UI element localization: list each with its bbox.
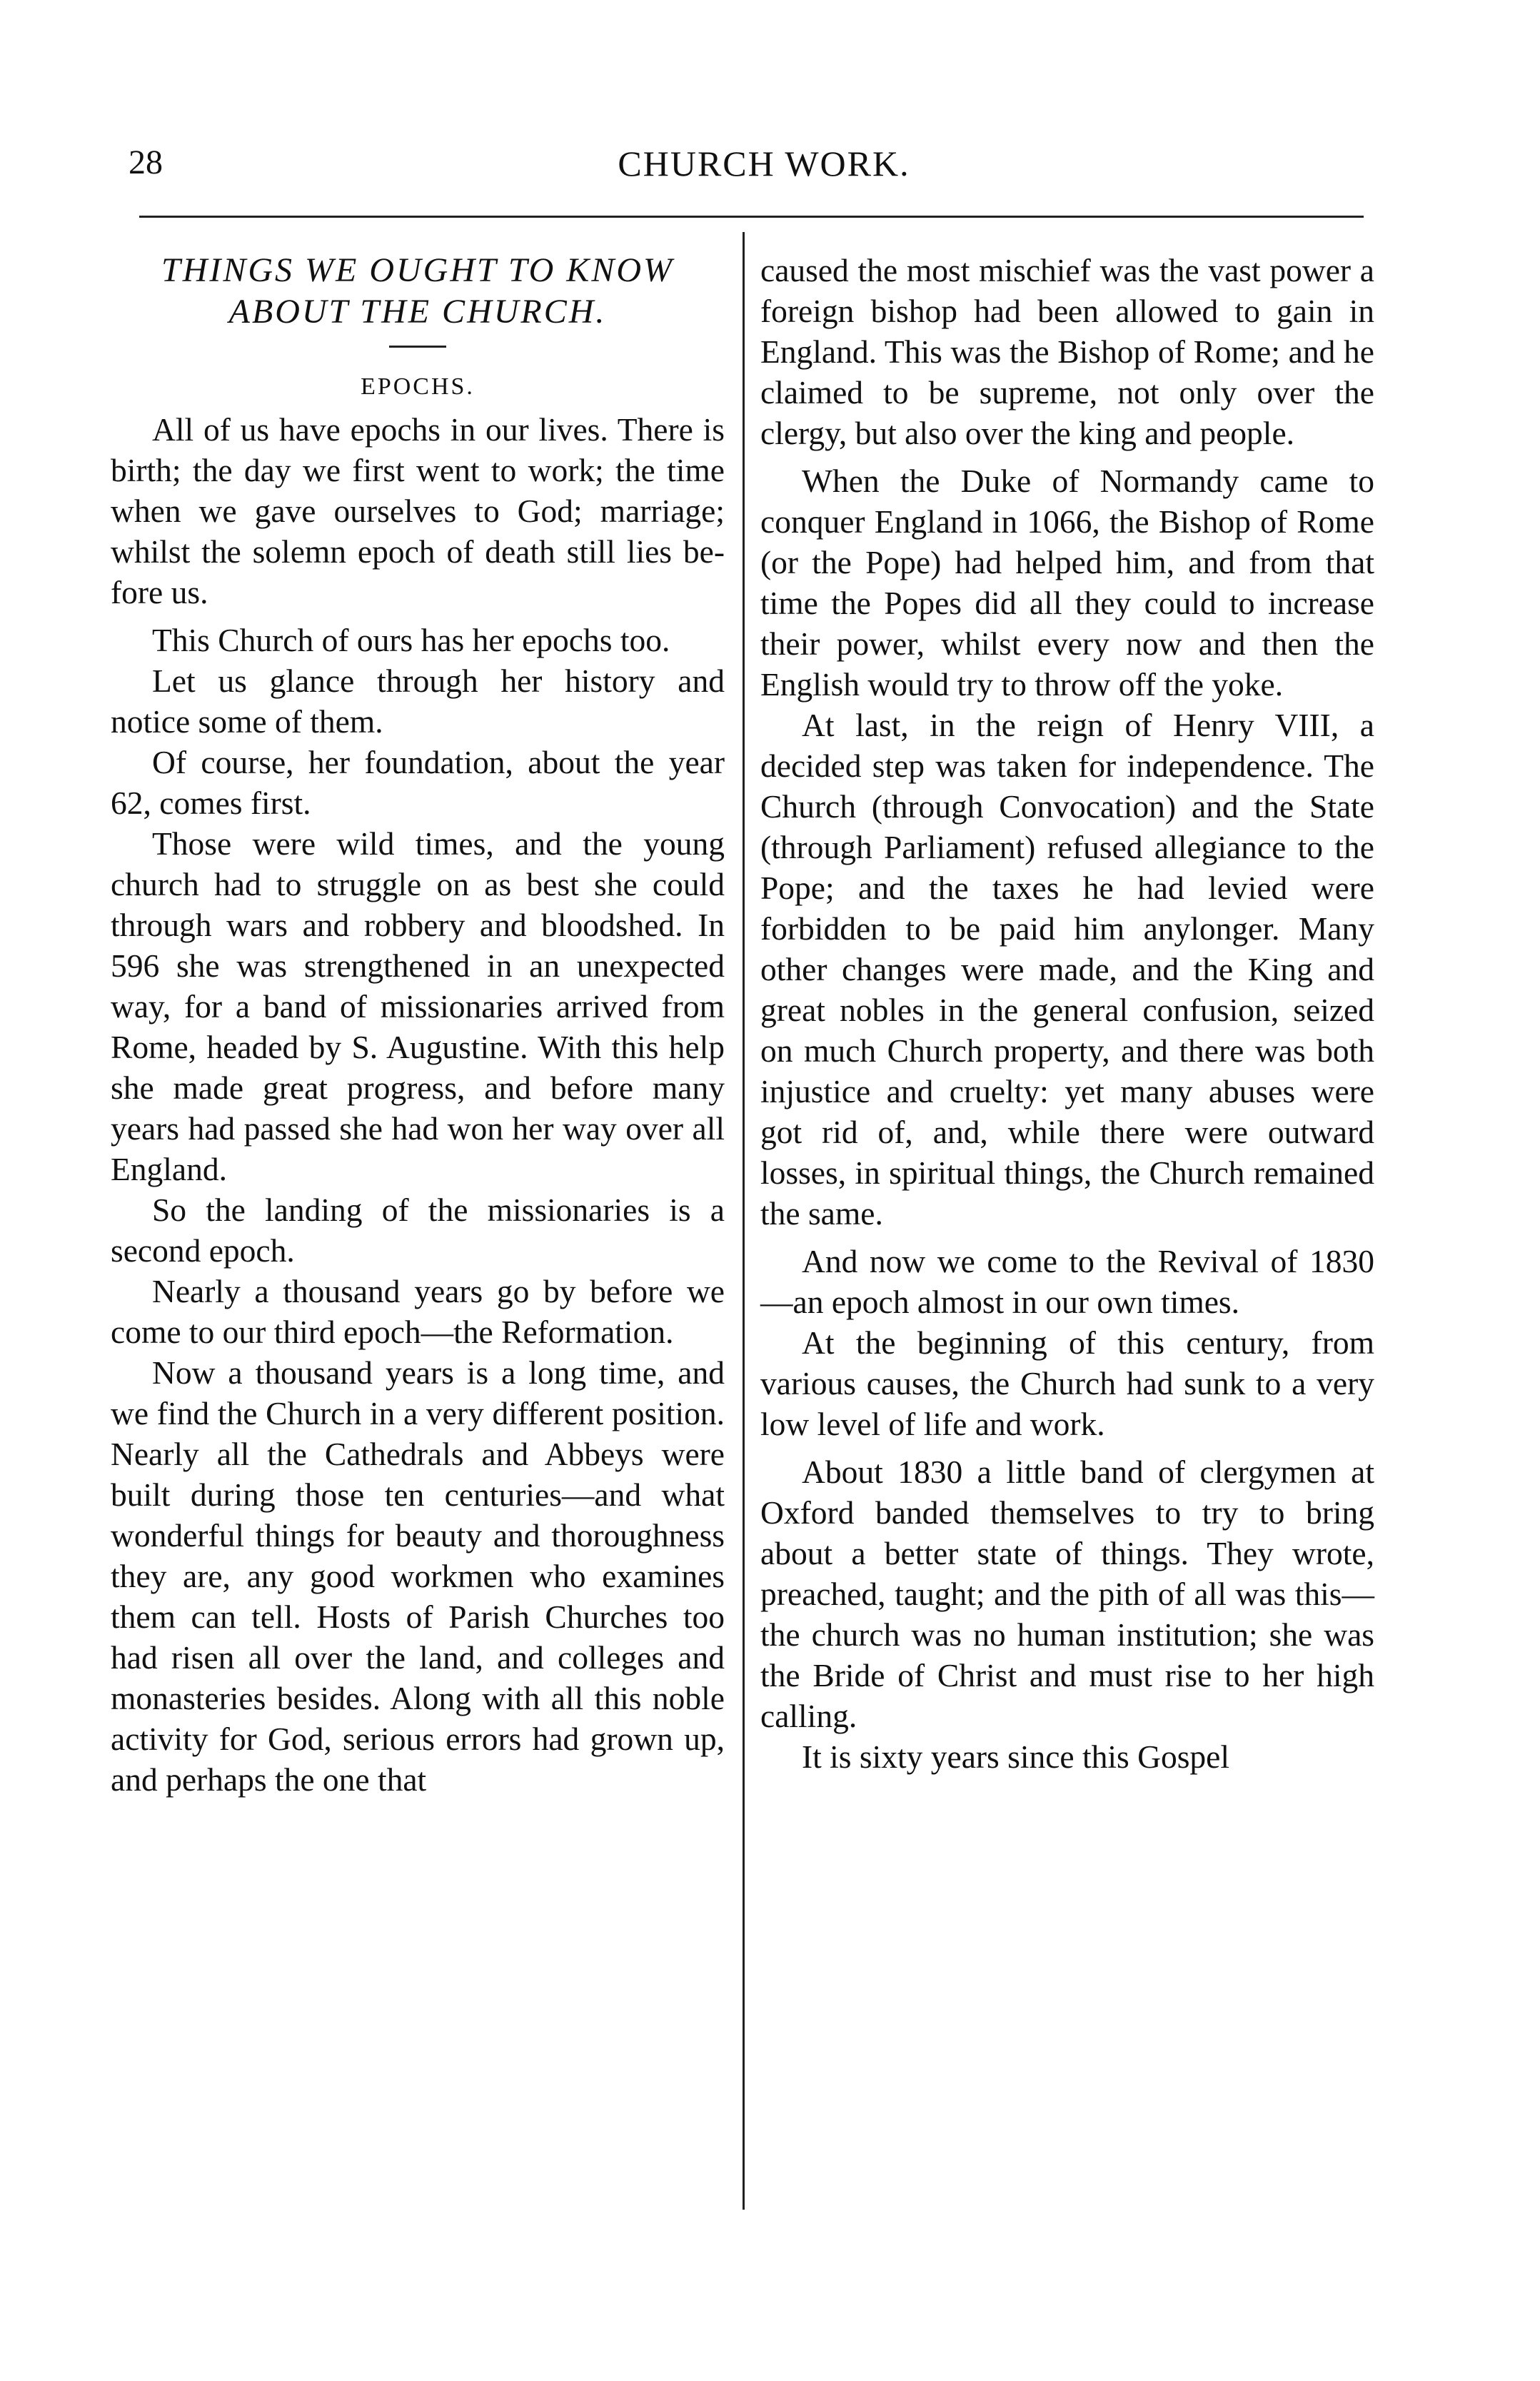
- paragraph: This Church of ours has her epochs too.: [152, 622, 670, 658]
- paragraph: Let us glance through her history and notice some of them.: [111, 663, 725, 740]
- page-number: 28: [129, 144, 163, 181]
- paragraph: All of us have epochs in our lives. There is birth; the day we first went to work; the time when we gave ourselves to God; marriage; whilst the solemn epoch of death still lies before us.: [111, 411, 725, 610]
- paragraph: At last, in the reign of Henry VIII, a decided step was taken for independence. The Church (through Convocation) and the State (through Parliament) refused allegiance to the Pope; and the taxes he had levied were forbidden to be paid him anylonger. Many other changes were made, and the King and great nobles in the general confusion, seized on much Church property, and there was both injustice and cruelty: yet many abuses were got rid of, and, while there were outward losses, in spiritual things, the Church remained the same.: [760, 707, 1374, 1232]
- column-divider: [743, 232, 745, 2210]
- paragraph: Of course, her foundation, about the year 62, comes first.: [111, 744, 725, 821]
- paragraph: caused the most mischief was the vast power a foreign bishop had been allowed to gain in England. This was the Bishop of Rome; and he claimed to be supreme, not only over the clergy, but also over the king and people.: [760, 252, 1374, 451]
- section-heading: EPOCHS.: [361, 373, 475, 400]
- paragraph: It is sixty years since this Gospel: [802, 1738, 1230, 1775]
- paragraph: At the beginning of this century, from various causes, the Church had sunk to a very low level of life and work.: [760, 1324, 1374, 1442]
- paragraph: And now we come to the Revival of 1830—an epoch almost in our own times.: [760, 1243, 1374, 1320]
- right-column: [760, 250, 1374, 1777]
- paragraph: When the Duke of Normandy came to conquer England in 1066, the Bishop of Rome (or the Pope) had helped him, and from that time the Popes did all they could to increase their power, whilst every now and then the English would try to throw off the yoke.: [760, 463, 1374, 703]
- paragraph: So the landing of the missionaries is a second epoch.: [111, 1192, 725, 1269]
- paragraph: Now a thousand years is a long time, and we find the Church in a very different position. Nearly all the Cathedrals and Abbeys were built during those ten centuries—and what wonderful things for beauty and thoroughness they are, any good workmen who examines them can tell. Hosts of Parish Churches too had risen all over the land, and colleges and monasteries besides. Along with all this noble activity for God, serious errors had grown up, and perhaps the one that: [111, 1354, 725, 1798]
- title-rule: [389, 346, 446, 348]
- paragraph: Those were wild times, and the young church had to struggle on as best she could through wars and robbery and bloodshed. In 596 she was strengthened in an unexpected way, for a band of missionaries arrived from Rome, headed by S. Augustine. With this help she made great progress, and before many years had passed she had won her way over all England.: [111, 825, 725, 1187]
- running-head: [129, 143, 1399, 193]
- paragraph: Nearly a thousand years go by before we come to our third epoch—the Reformation.: [111, 1273, 725, 1350]
- running-title: CHURCH WORK.: [618, 144, 910, 183]
- article-title: THINGS WE OUGHT TO KNOW ABOUT THE CHURCH.: [161, 251, 674, 331]
- header-rule: [139, 216, 1364, 218]
- left-column: [111, 250, 725, 1800]
- paragraph: About 1830 a little band of clergymen at Oxford banded themselves to try to bring about a better state of things. They wrote, preached, taught; and the pith of all was this—the church was no human institution; she was the Bride of Christ and must rise to her high calling.: [760, 1454, 1374, 1734]
